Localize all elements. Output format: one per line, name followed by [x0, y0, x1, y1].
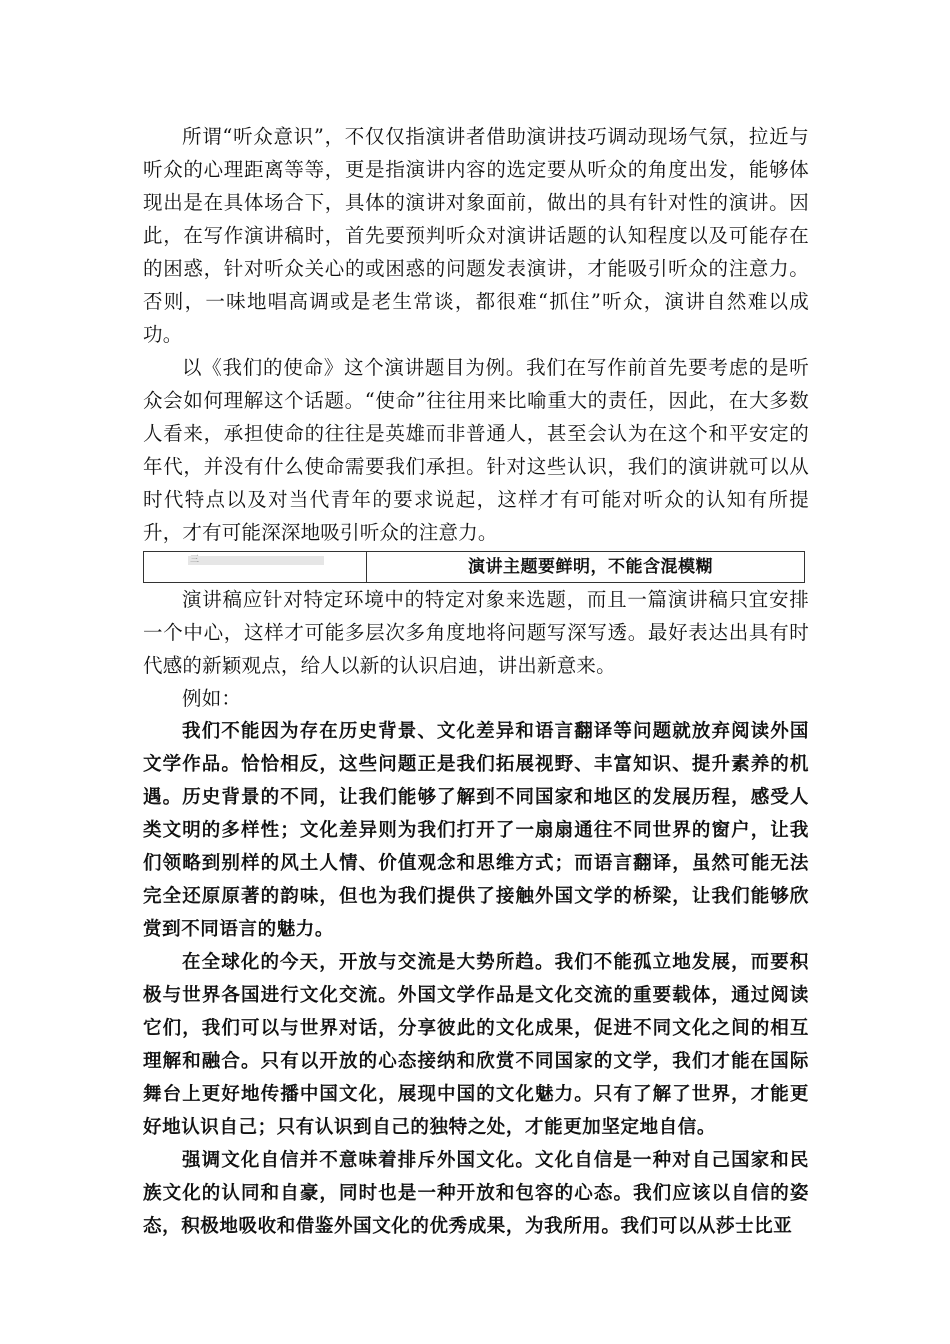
section-heading-box [143, 551, 805, 583]
section-number-glyph: 三 [190, 555, 200, 565]
example-paragraph-foreign-literature: 我们不能因为存在历史背景、文化差异和语言翻译等问题就放弃阅读外国文学作品。恰恰相反，这些问题正是我们拓展视野、丰富知识、提升素养的机遇。历史背景的不同，让我们能够了解到不同国家和地区的发展历程，感受人类文明的多样性；文化差异则为我们打开了一扇扇通往不同世界的窗户，让我们领略到别样的风土人情、价值观念和思维方式；而语言翻译，虽然可能无法完全还原原著的韵味，但也为我们提供了接触外国文学的桥梁，让我们能够欣赏到不同语言的魅力。 [143, 721, 809, 940]
section-heading-number-cell [144, 552, 367, 582]
intro-paragraph-listener-awareness: 所谓“听众意识”，不仅仅指演讲者借助演讲技巧调动现场气氛，拉近与听众的心理距离等等，更是指演讲内容的选定要从听众的角度出发，能够体现出是在具体场合下，具体的演讲对象面前，做出的具有针对性的演讲。因此，在写作演讲稿时，首先要预判听众对演讲话题的认知程度以及可能存在的困惑，针对听众关心的或困惑的问题发表演讲，才能吸引听众的注意力。否则，一味地唱高调或是老生常谈，都很难“抓住”听众，演讲自然难以成功。 [143, 125, 809, 346]
section-heading-title: 演讲主题要鲜明，不能含混模糊 [468, 557, 713, 577]
section-paragraph-example-label: 例如： [182, 687, 242, 710]
example-paragraph-cultural-confidence: 强调文化自信并不意味着排斥外国文化。文化自信是一种对自己国家和民族文化的认同和自豪，同时也是一种开放和包容的心态。我们应该以自信的姿态，积极地吸收和借鉴外国文化的优秀成果，为我所用。我们可以从莎士比亚 [143, 1150, 809, 1237]
document-page [143, 120, 809, 1243]
intro-paragraph-our-mission-example: 以《我们的使命》这个演讲题目为例。我们在写作前首先要考虑的是听众会如何理解这个话题。“使命”往往用来比喻重大的责任，因此，在大多数人看来，承担使命的往往是英雄而非普通人，甚至会认为在这个和平安定的年代，并没有什么使命需要我们承担。针对这些认识，我们的演讲就可以从时代特点以及对当代青年的要求说起，这样才有可能对听众的认知有所提升，才有可能深深地吸引听众的注意力。 [143, 356, 809, 544]
section-number-placeholder-bar [188, 556, 324, 565]
section-paragraph-theme: 演讲稿应针对特定环境中的特定对象来选题，而且一篇演讲稿只宜安排一个中心，这样才可能多层次多角度地将问题写深写透。最好表达出具有时代感的新颖观点，给人以新的认识启迪，讲出新意来。 [143, 588, 809, 677]
example-paragraph-globalization: 在全球化的今天，开放与交流是大势所趋。我们不能孤立地发展，而要积极与世界各国进行文化交流。外国文学作品是文化交流的重要载体，通过阅读它们，我们可以与世界对话，分享彼此的文化成果，促进不同文化之间的相互理解和融合。只有以开放的心态接纳和欣赏不同国家的文学，我们才能在国际舞台上更好地传播中国文化，展现中国的文化魅力。只有了解了世界，才能更好地认识自己；只有认识到自己的独特之处，才能更加坚定地自信。 [143, 952, 809, 1138]
